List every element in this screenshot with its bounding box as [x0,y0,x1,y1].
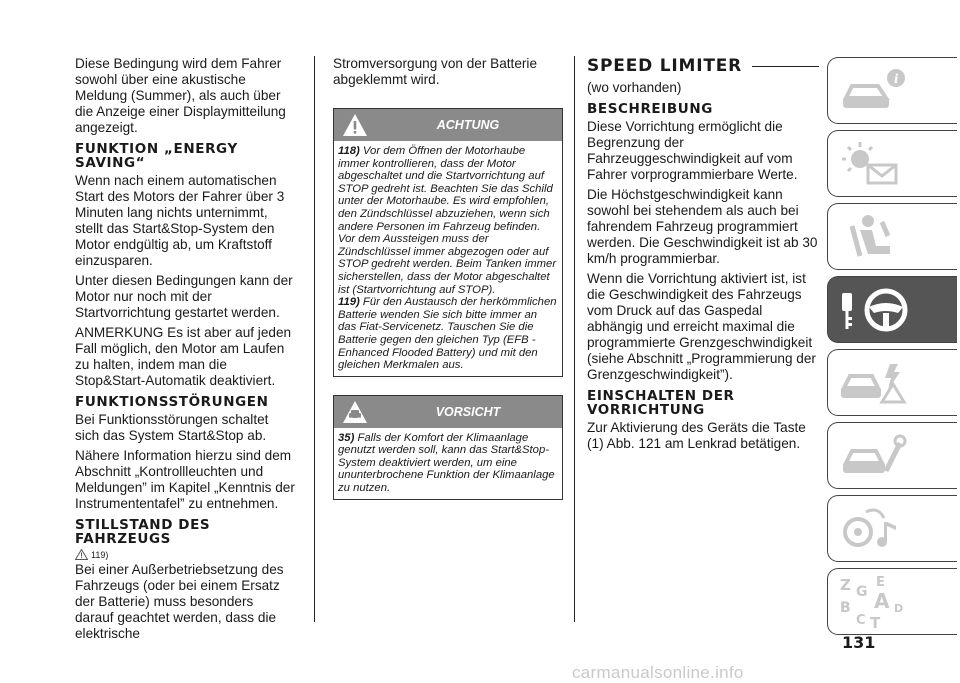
title-rule [752,66,819,67]
svg-text:C: C [856,612,866,628]
caution-box [333,395,563,500]
faults-paragraph-1: Bei Funktionsstörungen schaltet sich das System Start&Stop ab. [75,412,269,443]
tab-starting-driving[interactable] [827,276,957,343]
warning-item-text-1: Vor dem Öffnen der Motorhaube immer kontrollieren, dass der Motor abgeschaltet und die Startvorrichtung auf STOP gedreht ist. Beachten Sie das Schild unter der Motorhaube. Es wird empfohlen, den Zündschlüssel abzuziehen, wenn sich andere Personen im Fahrzeug befinden. Vor dem Aussteigen muss der Zündschlüssel immer abgezogen oder auf STOP gedreht werden. Beim Tanken immer sicherstellen, dass der Motor abgeschaltet ist (Startvorrichtung auf STOP). [338,145,557,296]
tab-index[interactable] [827,568,957,635]
watermark-text: carmanualsonline.info [572,663,744,682]
warning-reference [75,549,295,560]
tab-maintenance[interactable] [827,422,957,489]
svg-text:A: A [874,588,890,613]
heading-vehicle-standstill: STILLSTAND DES FAHRZEUGS [75,517,211,547]
warning-lights-icon [838,139,908,189]
wrench-service-icon [838,431,908,481]
seat-airbag-icon [838,212,908,262]
warning-item-number-1: 118) [338,145,360,157]
caution-item-text-1: Falls der Komfort der Klimaanlage genutzt werden soll, kann das Start&Stop-System deaktiviert werden, um eine ununterbrochene Funktion der Klimaanlage zu nutzen. [338,431,555,495]
caution-title: VORSICHT [435,404,501,419]
svg-text:Z: Z [840,575,851,594]
chapter-tabs [827,57,957,641]
key-steering-wheel-icon [838,285,918,335]
svg-text:B: B [840,599,851,616]
heading-description: BESCHREIBUNG [587,101,713,117]
energy-paragraph-3: ANMERKUNG Es ist aber auf jeden Fall möglich, den Motor am Laufen zu halten, indem man die Stop&Start-Automatik deaktiviert. [75,325,292,388]
warning-box [333,108,563,377]
caution-body [334,428,562,499]
warning-box-header [334,109,562,141]
svg-text:E: E [876,574,885,590]
svg-text:D: D [894,601,904,615]
tab-warning-lights[interactable] [827,130,957,197]
column-3 [587,56,819,456]
page-number: 131 [842,633,876,652]
media-note-icon [838,504,908,554]
heading-activation: EINSCHALTEN DER VORRICHTUNG [587,388,735,418]
warning-triangle-icon [75,549,88,560]
caution-item-number-1: 35) [338,431,355,444]
description-paragraph-1: Diese Vorrichtung ermöglicht die Begrenzung der Fahrzeuggeschwindigkeit auf vom Fahrer vorprogrammierbare Werte. [587,119,798,182]
svg-text:i: i [894,71,899,86]
continued-text: Stromversorgung von der Batterie abgeklemmt wird. [333,56,538,87]
car-info-icon [838,66,908,116]
column-1 [75,56,295,646]
column-divider-1 [314,56,315,622]
heading-faults: FUNKTIONSSTÖRUNGEN [75,394,269,410]
section-subtitle: (wo vorhanden) [587,80,682,95]
car-crash-icon [838,358,908,408]
warning-reference-number: 119) [91,549,109,560]
heading-energy-saving: FUNKTION „ENERGY SAVING“ [75,141,238,171]
activation-paragraph: Zur Aktivierung des Geräts die Taste (1) Abb. 121 am Lenkrad betätigen. [587,420,806,451]
description-paragraph-2: Die Höchstgeschwindigkeit kann sowohl bei stehendem als auch bei fahrendem Fahrzeug programmiert werden. Die Geschwindigkeit ist ab 30 km/h programmierbar. [587,187,818,266]
tab-safety[interactable] [827,203,957,270]
warning-item-text-2: Für den Austausch der herkömmlichen Batterie wenden Sie sich bitte immer an das Fiat-Servicenetz. Tauschen Sie die Batterie gegen den gleichen Typ (EFB - Enhanced Flooded Battery) und mit den gleichen Merkmalen aus. [338,296,557,372]
caution-box-header [334,396,562,428]
tab-emergency[interactable] [827,349,957,416]
warning-triangle-icon [342,113,368,137]
warning-title: ACHTUNG [436,118,500,132]
index-letters-icon [838,574,918,630]
car-caution-icon [342,400,368,424]
column-2 [333,56,563,500]
tab-car-info[interactable] [827,57,957,124]
warning-body [334,141,562,376]
tab-multimedia[interactable] [827,495,957,562]
intro-text: Diese Bedingung wird dem Fahrer sowohl über eine akustische Meldung (Summer), als auch über die Anzeige einer Displaymitteilung angezeigt. [75,56,286,135]
section-title [587,56,819,76]
svg-text:G: G [856,583,868,600]
energy-paragraph-2: Unter diesen Bedingungen kann der Motor nur noch mit der Startvorrichtung gestartet werden. [75,273,293,320]
faults-paragraph-2: Nähere Information hierzu sind dem Abschnitt „Kontrollleuchten und Meldungen” im Kapitel „Kenntnis der Instrumententafel” zu entnehmen. [75,448,295,511]
column-divider-2 [574,56,575,622]
energy-paragraph-1: Wenn nach einem automatischen Start des Motors der Fahrer über 3 Minuten lang nichts unternimmt, stellt das Start&Stop-System den Motor endgültig ab, um Kraftstoff einzusparen. [75,173,285,268]
description-paragraph-3: Wenn die Vorrichtung aktiviert ist, ist die Geschwindigkeit des Fahrzeugs vom Druck auf das Gaspedal abhängig und erreicht maximal die programmierte Grenzgeschwindigkeit (siehe Abschnitt „Programmierung der Grenzgeschwindigkeit”). [587,271,816,382]
standstill-paragraph: Bei einer Außerbetriebsetzung des Fahrzeugs (oder bei einem Ersatz der Batterie) muss besonders darauf geachtet werden, dass die elektrische [75,562,284,641]
section-title-text: SPEED LIMITER [587,56,743,76]
svg-text:T: T [870,613,881,630]
warning-item-number-2: 119) [338,296,360,309]
